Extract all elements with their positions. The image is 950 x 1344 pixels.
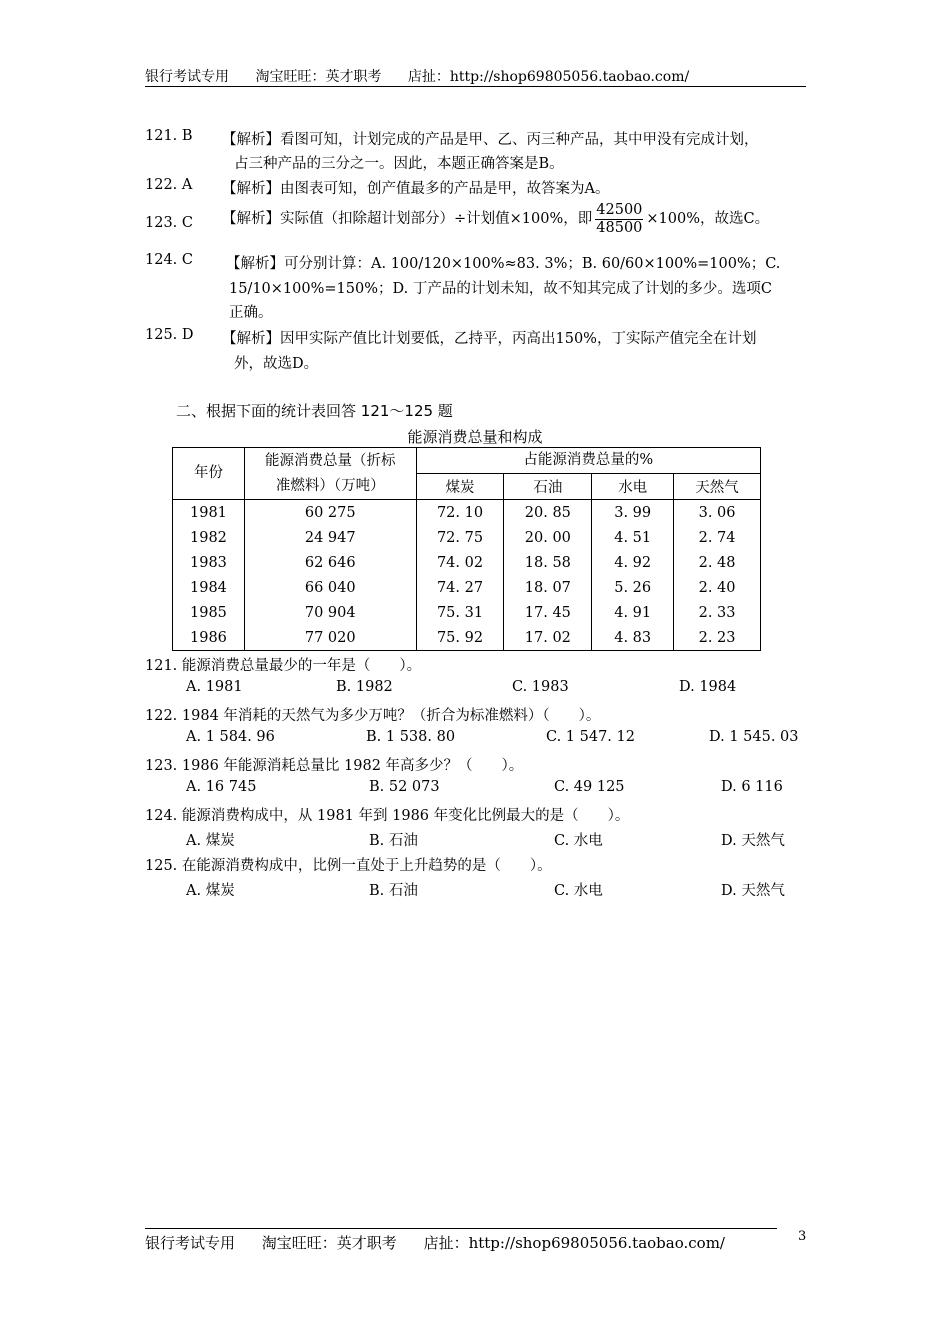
footer-left-text: 银行考试专用 (145, 1234, 236, 1252)
table-row (173, 600, 761, 625)
question-122-option-a: A. 1 584. 96 (186, 729, 275, 745)
question-123-stem: 123. 1986 年能源消耗总量比 1982 年高多少？（ ）。 (145, 758, 524, 774)
header-url-text: 店扯：http://shop69805056.taobao.com/ (407, 69, 690, 85)
cell-coal: 72. 10 (416, 500, 504, 526)
cell-hydro: 4. 83 (592, 625, 674, 651)
question-123-option-a: A. 16 745 (186, 779, 257, 795)
table-row (173, 550, 761, 575)
question-122-option-c: C. 1 547. 12 (546, 729, 635, 745)
question-125-option-d: D. 天然气 (721, 883, 785, 899)
cell-total: 66 040 (244, 575, 416, 600)
question-124-option-c: C. 水电 (554, 833, 603, 849)
question-122-option-d: D. 1 545. 03 (709, 729, 799, 745)
answer-124-line2: 15/10×100%=150%；D. 丁产品的计划未知，故不知其完成了计划的多少。选项C (229, 281, 772, 297)
header-total-line2: 准燃料）（万吨） (275, 477, 385, 494)
header-total-line1: 能源消费总量（折标 (264, 452, 396, 469)
answer-122-line1: 【解析】由图表可知，创产值最多的产品是甲，故答案为A。 (222, 181, 610, 197)
cell-gas: 2. 33 (674, 600, 761, 625)
answer-121-line2: 占三种产品的三分之一。因此，本题正确答案是B。 (234, 156, 564, 172)
cell-hydro: 5. 26 (592, 575, 674, 600)
header-total (244, 448, 416, 500)
question-125-option-a: A. 煤炭 (186, 883, 235, 899)
page-number: 3 (798, 1229, 807, 1244)
question-121-stem: 121. 能源消费总量最少的一年是（ ）。 (145, 658, 422, 674)
cell-coal: 75. 92 (416, 625, 504, 651)
question-124-stem: 124. 能源消费构成中，从 1981 年到 1986 年变化比例最大的是（ ）。 (145, 808, 630, 824)
fraction (595, 202, 643, 236)
cell-total: 60 275 (244, 500, 416, 526)
cell-coal: 75. 31 (416, 600, 504, 625)
cell-year: 1984 (173, 575, 245, 600)
question-124-option-b: B. 石油 (369, 833, 418, 849)
footer-shop-text: 淘宝旺旺：英才职考 (261, 1234, 397, 1252)
table-row (173, 525, 761, 550)
question-123-option-d: D. 6 116 (721, 779, 783, 795)
cell-total: 24 947 (244, 525, 416, 550)
cell-oil: 18. 07 (504, 575, 592, 600)
section-title: 二、根据下面的统计表回答 121～125 题 (176, 402, 453, 420)
cell-hydro: 3. 99 (592, 500, 674, 526)
header-oil: 石油 (504, 474, 592, 500)
cell-year: 1983 (173, 550, 245, 575)
answer-125-number: 125. D (145, 327, 194, 343)
cell-oil: 20. 00 (504, 525, 592, 550)
fraction-numerator: 42500 (596, 202, 643, 218)
header-rule (145, 86, 806, 87)
cell-hydro: 4. 51 (592, 525, 674, 550)
question-124-option-a: A. 煤炭 (186, 833, 235, 849)
cell-coal: 74. 02 (416, 550, 504, 575)
header-shop-text: 淘宝旺旺：英才职考 (255, 69, 382, 85)
cell-gas: 2. 40 (674, 575, 761, 600)
answer-124-line1: 【解析】可分别计算：A. 100/120×100%≈83. 3%；B. 60/60×100%=100%；C. (226, 256, 781, 272)
cell-oil: 20. 85 (504, 500, 592, 526)
cell-year: 1985 (173, 600, 245, 625)
cell-year: 1981 (173, 500, 245, 526)
header-hydro: 水电 (592, 474, 674, 500)
question-121-option-a: A. 1981 (186, 679, 243, 695)
answer-121-line1: 【解析】看图可知，计划完成的产品是甲、乙、丙三种产品，其中甲没有完成计划， (222, 132, 759, 148)
energy-table (172, 447, 761, 651)
cell-hydro: 4. 92 (592, 550, 674, 575)
answer-121-number: 121. B (145, 128, 193, 144)
cell-gas: 3. 06 (674, 500, 761, 526)
cell-hydro: 4. 91 (592, 600, 674, 625)
question-124-option-d: D. 天然气 (721, 833, 785, 849)
cell-oil: 18. 58 (504, 550, 592, 575)
header-year: 年份 (173, 448, 245, 500)
question-122-option-b: B. 1 538. 80 (366, 729, 456, 745)
answer-123-post: ×100%，故选C。 (646, 211, 770, 228)
answer-123-number: 123. C (145, 215, 193, 231)
cell-oil: 17. 45 (504, 600, 592, 625)
answer-123-pre: 【解析】实际值（扣除超计划部分）÷计划值×100%，即 (222, 211, 593, 228)
answer-124-number: 124. C (145, 252, 193, 268)
header-coal: 煤炭 (416, 474, 504, 500)
cell-oil: 17. 02 (504, 625, 592, 651)
cell-gas: 2. 23 (674, 625, 761, 651)
table-title: 能源消费总量和构成 (407, 428, 543, 446)
footer-url-text: 店扯：http://shop69805056.taobao.com/ (423, 1234, 725, 1252)
answer-124-line3: 正确。 (229, 305, 273, 321)
question-121-option-d: D. 1984 (679, 679, 737, 695)
header-share: 占能源消费总量的% (416, 448, 760, 474)
answer-123-line1 (222, 202, 769, 236)
cell-year: 1986 (173, 625, 245, 651)
fraction-denominator: 48500 (596, 219, 643, 236)
cell-total: 70 904 (244, 600, 416, 625)
footer-rule (145, 1228, 777, 1229)
table-row (173, 575, 761, 600)
question-125-stem: 125. 在能源消费构成中，比例一直处于上升趋势的是（ ）。 (145, 858, 552, 874)
table-row (173, 500, 761, 526)
cell-total: 62 646 (244, 550, 416, 575)
answer-125-line1: 【解析】因甲实际产值比计划要低，乙持平，丙高出150%，丁实际产值完全在计划 (222, 331, 757, 347)
answer-125-line2: 外，故选D。 (234, 356, 319, 372)
cell-coal: 72. 75 (416, 525, 504, 550)
question-122-stem: 122. 1984 年消耗的天然气为多少万吨？（折合为标准燃料）（ ）。 (145, 708, 601, 724)
question-125-option-c: C. 水电 (554, 883, 603, 899)
question-123-option-b: B. 52 073 (369, 779, 440, 795)
cell-coal: 74. 27 (416, 575, 504, 600)
header-left-text: 银行考试专用 (145, 69, 229, 85)
cell-gas: 2. 74 (674, 525, 761, 550)
table-row (173, 625, 761, 651)
page-footer (145, 1232, 747, 1253)
cell-year: 1982 (173, 525, 245, 550)
question-125-option-b: B. 石油 (369, 883, 418, 899)
question-123-option-c: C. 49 125 (554, 779, 625, 795)
header-gas: 天然气 (674, 474, 761, 500)
question-121-option-b: B. 1982 (336, 679, 393, 695)
cell-gas: 2. 48 (674, 550, 761, 575)
answer-122-number: 122. A (145, 177, 193, 193)
question-121-option-c: C. 1983 (512, 679, 569, 695)
cell-total: 77 020 (244, 625, 416, 651)
page-header (145, 66, 711, 86)
